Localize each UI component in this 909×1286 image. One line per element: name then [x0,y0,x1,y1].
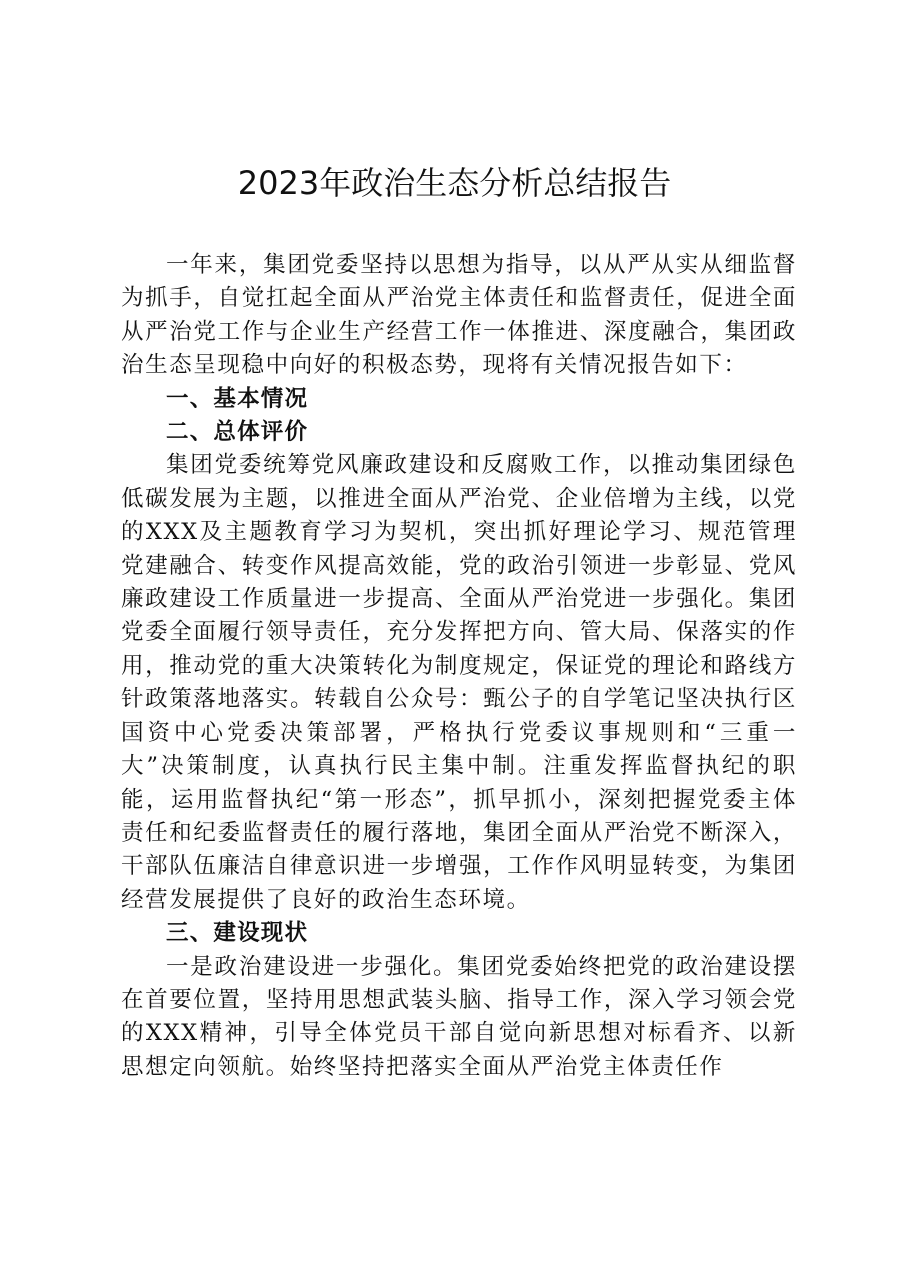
section-heading-overall-evaluation: 二、总体评价 [166,419,309,446]
construction-status-paragraph: 一是政治建设进一步强化。集团党委始终把党的政治建设摆在首要位置，坚持用思想武装头脑、指导工作，深入学习领会党的XXX精神，引导全体党员干部自觉向新思想对标看齐、以新思想定向领航。始终坚持把落实全面从严治党主体责任作 [121,953,797,1080]
intro-paragraph: 一年来，集团党委坚持以思想为指导，以从严从实从细监督为抓手，自觉扛起全面从严治党主体责任和监督责任，促进全面从严治党工作与企业生产经营工作一体推进、深度融合，集团政治生态呈现稳中向好的积极态势，现将有关情况报告如下： [121,252,797,379]
document-title: 2023年政治生态分析总结报告 [237,164,672,202]
section-heading-construction-status: 三、建设现状 [166,920,309,947]
section-heading-basic-situation: 一、基本情况 [166,385,309,412]
overall-evaluation-paragraph: 集团党委统筹党风廉政建设和反腐败工作，以推动集团绿色低碳发展为主题，以推进全面从严治党、企业倍增为主线，以党的XXX及主题教育学习为契机，突出抓好理论学习、规范管理党建融合、转变作风提高效能，党的政治引领进一步彰显、党风廉政建设工作质量进一步提高、全面从严治党进一步强化。集团党委全面履行领导责任，充分发挥把方向、管大局、保落实的作用，推动党的重大决策转化为制度规定，保证党的理论和路线方针政策落地落实。转载自公众号：甄公子的自学笔记坚决执行区国资中心党委决策部署，严格执行党委议事规则和“三重一大”决策制度，认真执行民主集中制。注重发挥监督执纪的职能，运用监督执纪“第一形态”，抓早抓小，深刻把握党委主体责任和纪委监督责任的履行落地，集团全面从严治党不断深入，干部队伍廉洁自律意识进一步增强，工作作风明显转变，为集团经营发展提供了良好的政治生态环境。 [121,452,797,913]
document-body [121,249,797,1084]
